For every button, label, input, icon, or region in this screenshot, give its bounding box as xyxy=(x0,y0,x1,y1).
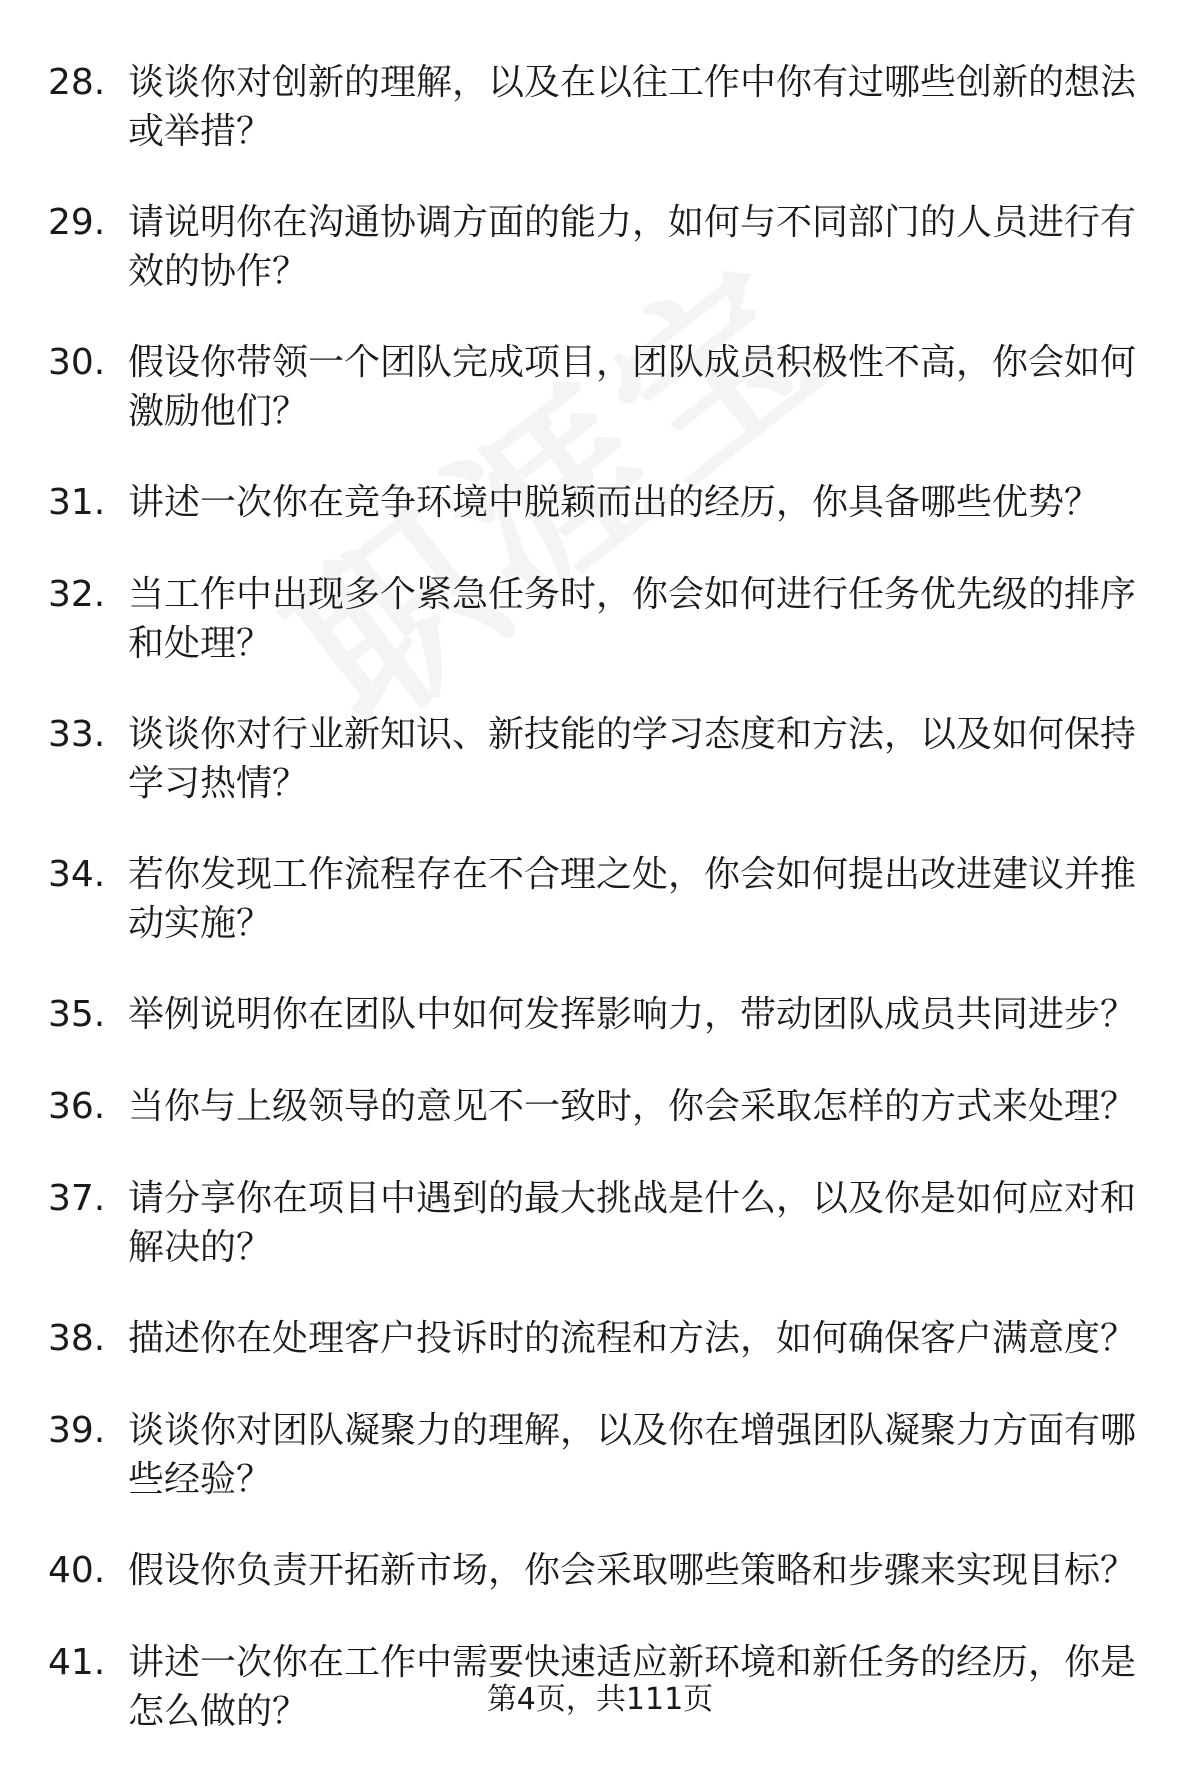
question-item xyxy=(0,1546,1200,1595)
question-number: 41. xyxy=(48,1642,106,1683)
question-item xyxy=(0,710,1200,808)
question-item xyxy=(0,198,1200,296)
question-text: 谈谈你对创新的理解，以及在以往工作中你有过哪些创新的想法或举措？ xyxy=(128,62,1137,152)
question-item xyxy=(0,850,1200,948)
question-number: 28. xyxy=(48,62,106,103)
page-footer xyxy=(0,1680,1200,1720)
question-text: 举例说明你在团队中如何发挥影响力，带动团队成员共同进步？ xyxy=(128,994,1137,1035)
question-number: 36. xyxy=(48,1086,106,1127)
question-text: 当你与上级领导的意见不一致时，你会采取怎样的方式来处理？ xyxy=(128,1086,1137,1127)
question-number: 38. xyxy=(48,1318,106,1359)
question-list xyxy=(0,58,1200,1778)
question-number: 39. xyxy=(48,1410,106,1451)
question-number: 30. xyxy=(48,342,106,383)
question-number: 29. xyxy=(48,202,106,243)
question-item xyxy=(0,478,1200,527)
question-number: 33. xyxy=(48,714,106,755)
question-item xyxy=(0,58,1200,156)
question-item xyxy=(0,990,1200,1039)
question-text: 讲述一次你在工作中需要快速适应新环境和新任务的经历，你是怎么做的？ xyxy=(128,1642,1137,1732)
question-text: 谈谈你对团队凝聚力的理解，以及你在增强团队凝聚力方面有哪些经验？ xyxy=(128,1410,1137,1500)
question-number: 35. xyxy=(48,994,106,1035)
question-number: 34. xyxy=(48,854,106,895)
question-item xyxy=(0,570,1200,668)
question-item xyxy=(0,1174,1200,1272)
question-item xyxy=(0,1082,1200,1131)
question-text: 假设你带领一个团队完成项目，团队成员积极性不高，你会如何激励他们？ xyxy=(128,342,1137,432)
question-number: 40. xyxy=(48,1550,106,1591)
question-text: 假设你负责开拓新市场，你会采取哪些策略和步骤来实现目标？ xyxy=(128,1550,1137,1591)
page-number-label: 第4页，共111页 xyxy=(486,1682,714,1717)
question-number: 32. xyxy=(48,574,106,615)
question-number: 31. xyxy=(48,482,106,523)
question-item xyxy=(0,1314,1200,1363)
question-text: 请分享你在项目中遇到的最大挑战是什么，以及你是如何应对和解决的？ xyxy=(128,1178,1137,1268)
question-item xyxy=(0,338,1200,436)
question-text: 若你发现工作流程存在不合理之处，你会如何提出改进建议并推动实施？ xyxy=(128,854,1137,944)
question-text: 请说明你在沟通协调方面的能力，如何与不同部门的人员进行有效的协作？ xyxy=(128,202,1137,292)
question-text: 描述你在处理客户投诉时的流程和方法，如何确保客户满意度？ xyxy=(128,1318,1137,1359)
question-item xyxy=(0,1406,1200,1504)
question-text: 讲述一次你在竞争环境中脱颖而出的经历，你具备哪些优势？ xyxy=(128,482,1101,523)
question-text: 当工作中出现多个紧急任务时，你会如何进行任务优先级的排序和处理？ xyxy=(128,574,1137,664)
question-number: 37. xyxy=(48,1178,106,1219)
question-text: 谈谈你对行业新知识、新技能的学习态度和方法，以及如何保持学习热情？ xyxy=(128,714,1137,804)
